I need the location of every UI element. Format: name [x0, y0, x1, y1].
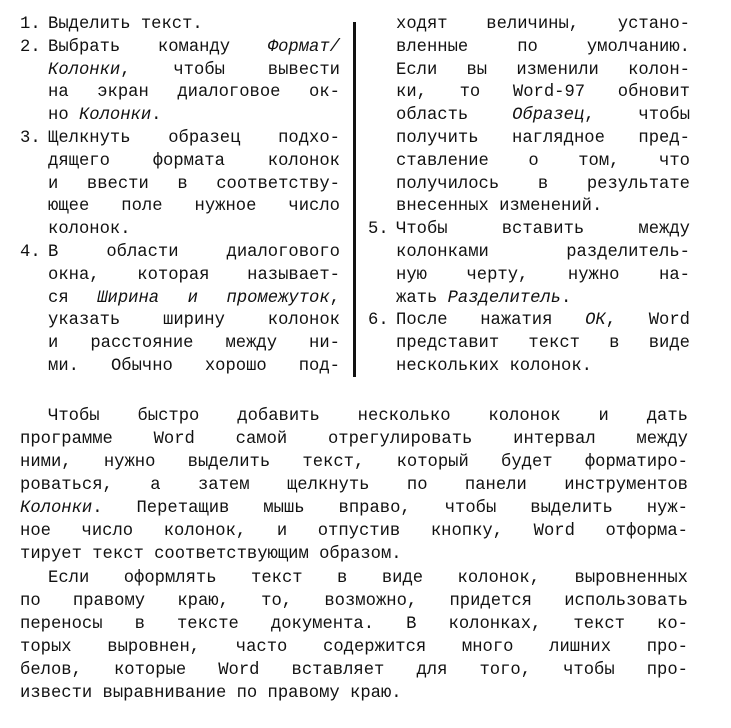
text-line: Чтобы быстро добавить несколько колонок и дать	[48, 407, 688, 426]
left-column-steps	[20, 14, 340, 379]
text-line: Щелкнуть образец подхо-	[48, 128, 340, 148]
text-line: торых выровнен, часто содержится много лишних про-	[20, 638, 688, 657]
text-line: ходят величины, устано-	[396, 15, 690, 34]
text-line: на экран диалоговое ок-	[48, 83, 340, 103]
text-line: ними, нужно выделить текст, который будет форматиро-	[20, 453, 688, 472]
text-line: и расстояние между ни-	[48, 334, 340, 354]
text-line: Колонки, чтобы вывести	[48, 60, 340, 80]
list-item-text	[396, 219, 690, 310]
text-line: Выбрать команду Формат/	[48, 37, 340, 57]
text-line: Колонки. Перетащив мышь вправо, чтобы выделить нуж-	[20, 499, 688, 518]
text-line: область Образец, чтобы	[396, 106, 691, 126]
text-line: белов, которые Word вставляет для того, чтобы про-	[20, 661, 688, 680]
list-item-text	[48, 242, 340, 379]
list-item-number: 2.	[20, 37, 41, 57]
body-paragraph-1	[20, 405, 688, 566]
list-item-number: 5.	[368, 220, 389, 240]
text-line: колонками разделитель-	[396, 242, 690, 262]
list-item	[20, 242, 340, 379]
text-line: ся Ширина и промежуток,	[48, 288, 340, 308]
list-item	[368, 219, 690, 310]
list-item	[20, 14, 340, 37]
list-item	[368, 310, 690, 378]
text-line: но Колонки.	[48, 106, 162, 126]
right-column-steps	[368, 14, 690, 379]
list-item-text	[48, 14, 340, 37]
text-line: жать Разделитель.	[396, 288, 572, 308]
text-line: окна, которая называет-	[48, 265, 340, 285]
text-line: и ввести в соответству-	[48, 174, 340, 194]
text-line: по правому краю, то, возможно, придется использовать	[20, 592, 688, 611]
text-line: Если вы изменили колон-	[396, 60, 690, 80]
text-line: ную черту, нужно на-	[396, 265, 690, 285]
column-divider	[353, 22, 356, 377]
text-line: получилось в результате	[396, 174, 690, 194]
text-line: указать ширину колонок	[48, 311, 340, 331]
text-line: представит текст в виде	[396, 334, 690, 354]
body-paragraph-2	[20, 567, 688, 705]
list-item-text	[48, 37, 340, 128]
text-line: ющее поле нужное число	[48, 197, 340, 217]
text-line: Выделить текст.	[48, 15, 203, 34]
text-line: получить наглядное пред-	[396, 128, 690, 148]
text-line: дящего формата колонок	[48, 151, 340, 171]
text-line: извести выравнивание по правому краю.	[20, 684, 402, 703]
text-line: внесенных изменений.	[396, 197, 603, 217]
list-item-text	[396, 310, 690, 378]
text-line: Если оформлять текст в виде колонок, выровненных	[48, 569, 688, 588]
text-line: ставление о том, что	[396, 151, 690, 171]
text-line: В области диалогового	[48, 242, 340, 262]
text-line: нескольких колонок.	[396, 356, 592, 376]
list-item-number: 6.	[368, 311, 389, 331]
text-line: После нажатия ОК, Word	[396, 311, 690, 331]
text-line: переносы в тексте документа. В колонках, текст ко-	[20, 615, 688, 634]
list-item-continuation	[368, 14, 690, 219]
text-line: ки, то Word-97 обновит	[396, 83, 690, 103]
text-line: вленные по умолчанию.	[396, 37, 690, 57]
list-item	[20, 37, 340, 128]
list-item-text	[396, 14, 690, 219]
text-line: программе Word самой отрегулировать интервал между	[20, 430, 688, 449]
list-item-number: 3.	[20, 128, 41, 148]
list-item	[20, 128, 340, 242]
text-line: Чтобы вставить между	[396, 220, 690, 240]
text-line: колонок.	[48, 220, 131, 240]
list-item-text	[48, 128, 340, 242]
text-line: ми. Обычно хорошо под-	[48, 356, 340, 376]
text-line: ное число колонок, и отпустив кнопку, Word отформа-	[20, 522, 688, 541]
text-line: тирует текст соответствующим образом.	[20, 545, 402, 564]
text-line: роваться, а затем щелкнуть по панели инструментов	[20, 476, 688, 495]
list-item-number: 1.	[20, 15, 41, 34]
list-item-number: 4.	[20, 242, 41, 262]
